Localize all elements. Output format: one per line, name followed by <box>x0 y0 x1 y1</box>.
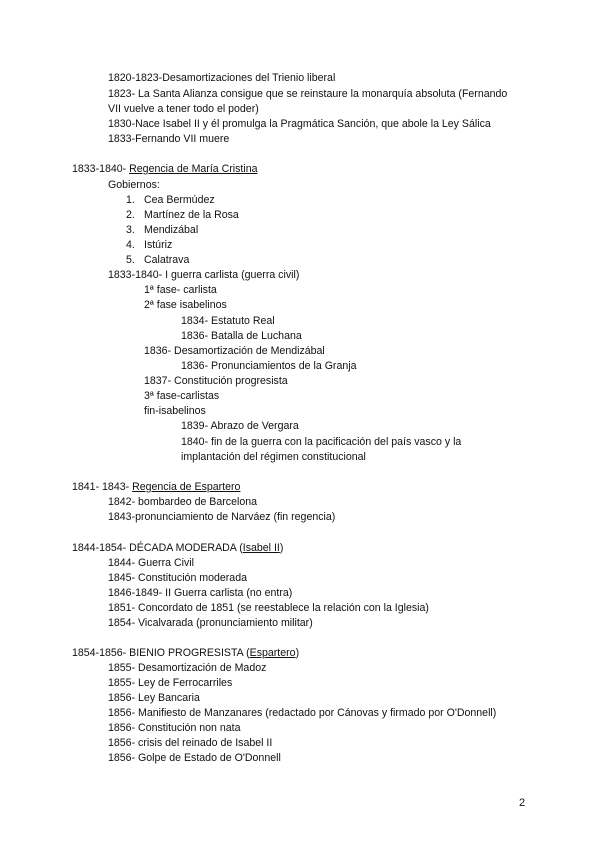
section-title: Regencia de María Cristina <box>129 163 258 175</box>
list-number: 4. <box>126 239 135 251</box>
section-heading-decada-moderada <box>72 542 283 555</box>
section-close: ) <box>279 542 284 554</box>
list-number: 5. <box>126 254 135 266</box>
phase-line: 2ª fase isabelinos <box>144 299 227 311</box>
section-title: Regencia de Espartero <box>132 481 241 493</box>
intro-line: 1820-1823-Desamortizaciones del Trienio liberal <box>108 72 336 84</box>
list-number: 3. <box>126 224 135 236</box>
list-item-text: Martínez de la Rosa <box>144 209 239 221</box>
event-line: implantación del régimen constitucional <box>181 451 366 463</box>
list-item-text: Mendizábal <box>144 224 199 236</box>
list-item <box>126 224 135 237</box>
event-line: 1843-pronunciamiento de Narváez (fin regencia) <box>108 511 336 523</box>
list-item <box>126 209 135 222</box>
section-dates: 1833-1840- <box>72 163 130 175</box>
page-number: 2 <box>519 797 526 809</box>
event-line: 1856- crisis del reinado de Isabel II <box>108 737 273 749</box>
section-dates: 1841- 1843- <box>72 481 133 493</box>
event-line: 1844- Guerra Civil <box>108 557 194 569</box>
list-number: 1. <box>126 194 135 206</box>
intro-line: 1823- La Santa Alianza consigue que se reinstaure la monarquía absoluta (Fernando <box>108 88 508 100</box>
list-item <box>126 194 135 207</box>
intro-line: 1830-Nace Isabel II y él promulga la Pragmática Sanción, que abole la Ley Sálica <box>108 118 491 130</box>
event-line: 1855- Ley de Ferrocarriles <box>108 677 233 689</box>
phase-line: fin-isabelinos <box>144 405 206 417</box>
event-line: 1856- Ley Bancaria <box>108 692 200 704</box>
intro-line: VII vuelve a tener todo el poder) <box>108 103 259 115</box>
event-line: 1836- Batalla de Luchana <box>181 330 302 342</box>
event-line: 1846-1849- II Guerra carlista (no entra) <box>108 587 293 599</box>
section-heading-maria-cristina <box>72 163 258 176</box>
section-title: Isabel II <box>242 542 280 554</box>
section-heading-bienio-progresista <box>72 647 299 660</box>
event-line: 1856- Constitución non nata <box>108 722 241 734</box>
section-title: Espartero <box>249 647 296 659</box>
event-line: 1856- Golpe de Estado de O'Donnell <box>108 752 281 764</box>
list-item-text: Cea Bermúdez <box>144 194 215 206</box>
event-line: 1854- Vicalvarada (pronunciamiento militar) <box>108 617 313 629</box>
section-close: ) <box>295 647 300 659</box>
list-number: 2. <box>126 209 135 221</box>
list-item-text: Istúriz <box>144 239 173 251</box>
list-item-text: Calatrava <box>144 254 190 266</box>
gobiernos-label: Gobiernos: <box>108 179 160 191</box>
section-dates: 1844-1854- DÉCADA MODERADA ( <box>72 542 243 554</box>
event-line: 1840- fin de la guerra con la pacificación del país vasco y la <box>181 436 462 448</box>
event-line: 1851- Concordato de 1851 (se reestablece la relación con la Iglesia) <box>108 602 429 614</box>
event-line: 1836- Pronunciamientos de la Granja <box>181 360 357 372</box>
event-line: 1855- Desamortización de Madoz <box>108 662 267 674</box>
event-line: 1837- Constitución progresista <box>144 375 288 387</box>
war-line: 1833-1840- I guerra carlista (guerra civil) <box>108 269 300 281</box>
list-item <box>126 239 135 252</box>
event-line: 1856- Manifiesto de Manzanares (redactado por Cánovas y firmado por O'Donnell) <box>108 707 497 719</box>
intro-line: 1833-Fernando VII muere <box>108 133 230 145</box>
list-item <box>126 254 135 267</box>
event-line: 1845- Constitución moderada <box>108 572 247 584</box>
section-heading-espartero <box>72 481 240 494</box>
event-line: 1836- Desamortización de Mendizábal <box>144 345 325 357</box>
event-line: 1839- Abrazo de Vergara <box>181 420 299 432</box>
event-line: 1842- bombardeo de Barcelona <box>108 496 258 508</box>
phase-line: 3ª fase-carlistas <box>144 390 220 402</box>
event-line: 1834- Estatuto Real <box>181 315 275 327</box>
section-dates: 1854-1856- BIENIO PROGRESISTA ( <box>72 647 250 659</box>
phase-line: 1ª fase- carlista <box>144 284 217 296</box>
